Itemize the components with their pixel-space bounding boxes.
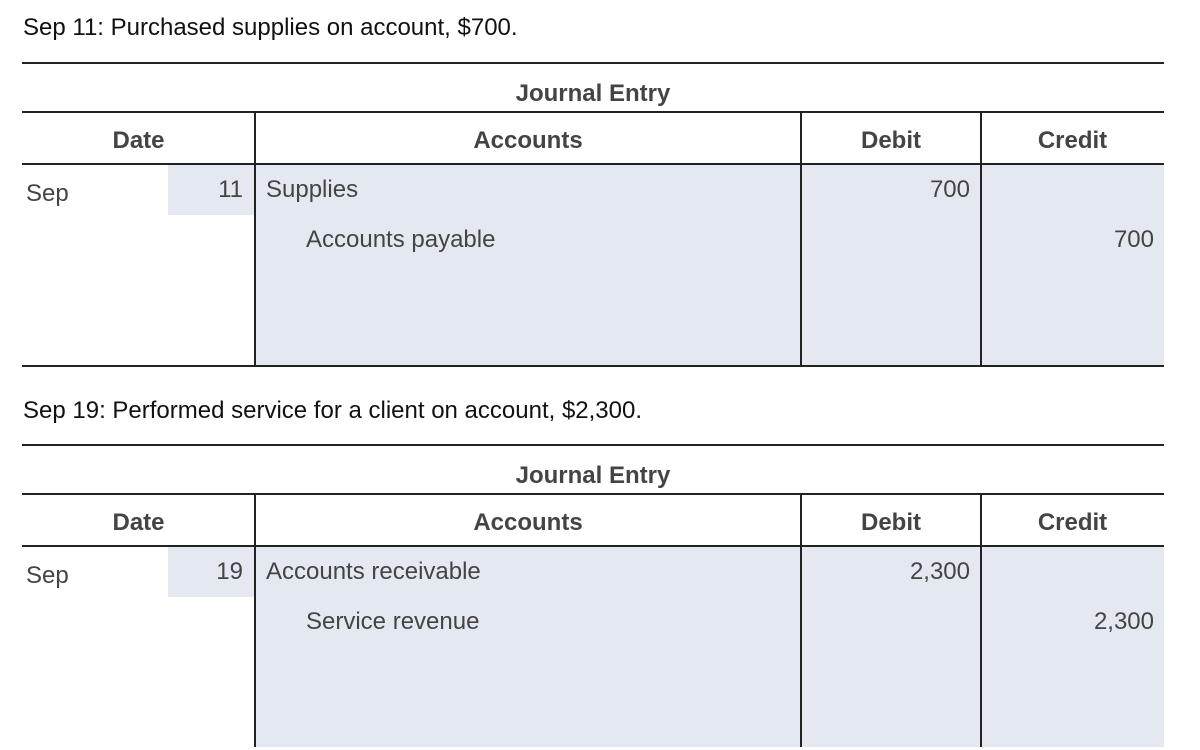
debit-amount: 2,300 [909, 558, 970, 585]
entry-body [22, 165, 1164, 365]
month-label: Sep [26, 180, 69, 207]
header-row [22, 113, 1164, 165]
entry-body [22, 547, 1164, 747]
journal-entry-title: Journal Entry [22, 62, 1164, 113]
accounts-header: Accounts [473, 509, 583, 536]
journal-entry-table [22, 62, 1164, 365]
date-header: Date [112, 509, 165, 536]
day-value: 11 [218, 176, 243, 203]
credit-amount: 700 [1113, 226, 1154, 253]
transaction-prompt: Sep 19: Performed service for a client on account, $2,300. [23, 397, 643, 424]
accounts-header: Accounts [473, 127, 583, 154]
day-value: 19 [216, 558, 243, 585]
credit-column[interactable] [982, 165, 1164, 365]
credit-column[interactable] [982, 547, 1164, 747]
debit-header: Debit [861, 127, 921, 154]
debit-account: Accounts receivable [266, 558, 481, 585]
credit-amount: 2,300 [1093, 608, 1154, 635]
journal-entry-table [22, 444, 1164, 747]
debit-account: Supplies [266, 176, 359, 203]
credit-header: Credit [1037, 509, 1108, 536]
month-label: Sep [26, 562, 69, 589]
journal-entry-title: Journal Entry [22, 444, 1164, 495]
transaction-prompt: Sep 11: Purchased supplies on account, $700. [23, 14, 518, 41]
credit-account: Service revenue [306, 608, 480, 635]
debit-amount: 700 [929, 176, 970, 203]
header-row [22, 495, 1164, 547]
debit-header: Debit [861, 509, 921, 536]
credit-account: Accounts payable [306, 226, 496, 253]
credit-header: Credit [1037, 127, 1108, 154]
date-header: Date [112, 127, 165, 154]
